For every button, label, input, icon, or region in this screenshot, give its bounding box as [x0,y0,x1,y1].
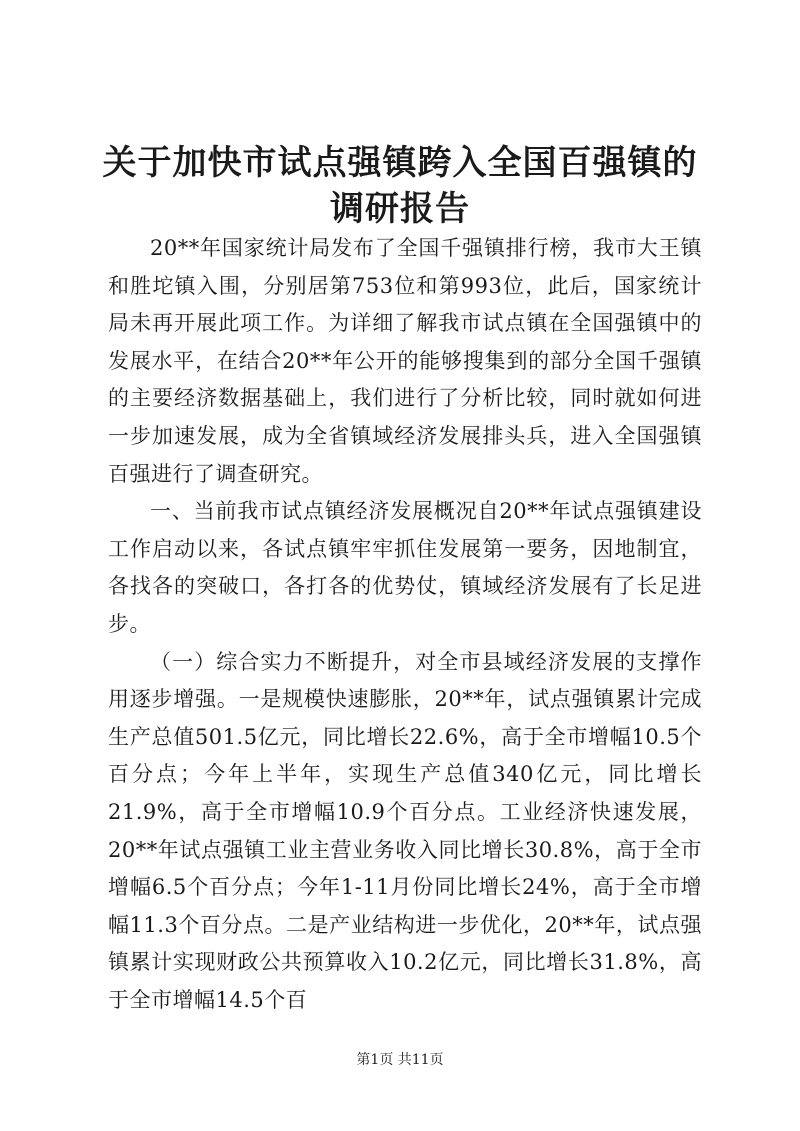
paragraph-section-one: 一、当前我市试点镇经济发展概况自20**年试点强镇建设工作启动以来，各试点镇牢牢抓住发展第一要务，因地制宜，各找各的突破口，各打各的优势仗，镇域经济发展有了长足进步。 [108,499,702,636]
paragraph-intro: 20**年国家统计局发布了全国千强镇排行榜，我市大王镇和胜坨镇入围，分别居第753位和第993位，此后，国家统计局未再开展此项工作。为详细了解我市试点镇在全国强镇中的发展水平，在结合20**年公开的能够搜集到的部分全国千强镇的主要经济数据基础上，我们进行了分析比较，同时就如何进一步加速发展，成为全省镇域经济发展排头兵，进入全国强镇百强进行了调查研究。 [108,236,702,486]
page-footer: 第1页 共11页 [356,1052,444,1068]
document-title: 关于加快市试点强镇跨入全国百强镇的调研报告 [102,143,698,229]
paragraph-subsection-one: （一）综合实力不断提升，对全市县域经济发展的支撑作用逐步增强。一是规模快速膨胀，20**年，试点强镇累计完成生产总值501.5亿元，同比增长22.6%，高于全市增幅10.5个百分点；今年上半年，实现生产总值340亿元，同比增长21.9%，高于全市增幅10.9个百分点。工业经济快速发展，20**年试点强镇工业主营业务收入同比增长30.8%，高于全市增幅6.5个百分点；今年1-11月份同比增长24%，高于全市增幅11.3个百分点。二是产业结构进一步优化，20**年，试点强镇累计实现财政公共预算收入10.2亿元，同比增长31.8%，高于全市增幅14.5个百 [108,649,702,1012]
document-body [108,230,702,1019]
